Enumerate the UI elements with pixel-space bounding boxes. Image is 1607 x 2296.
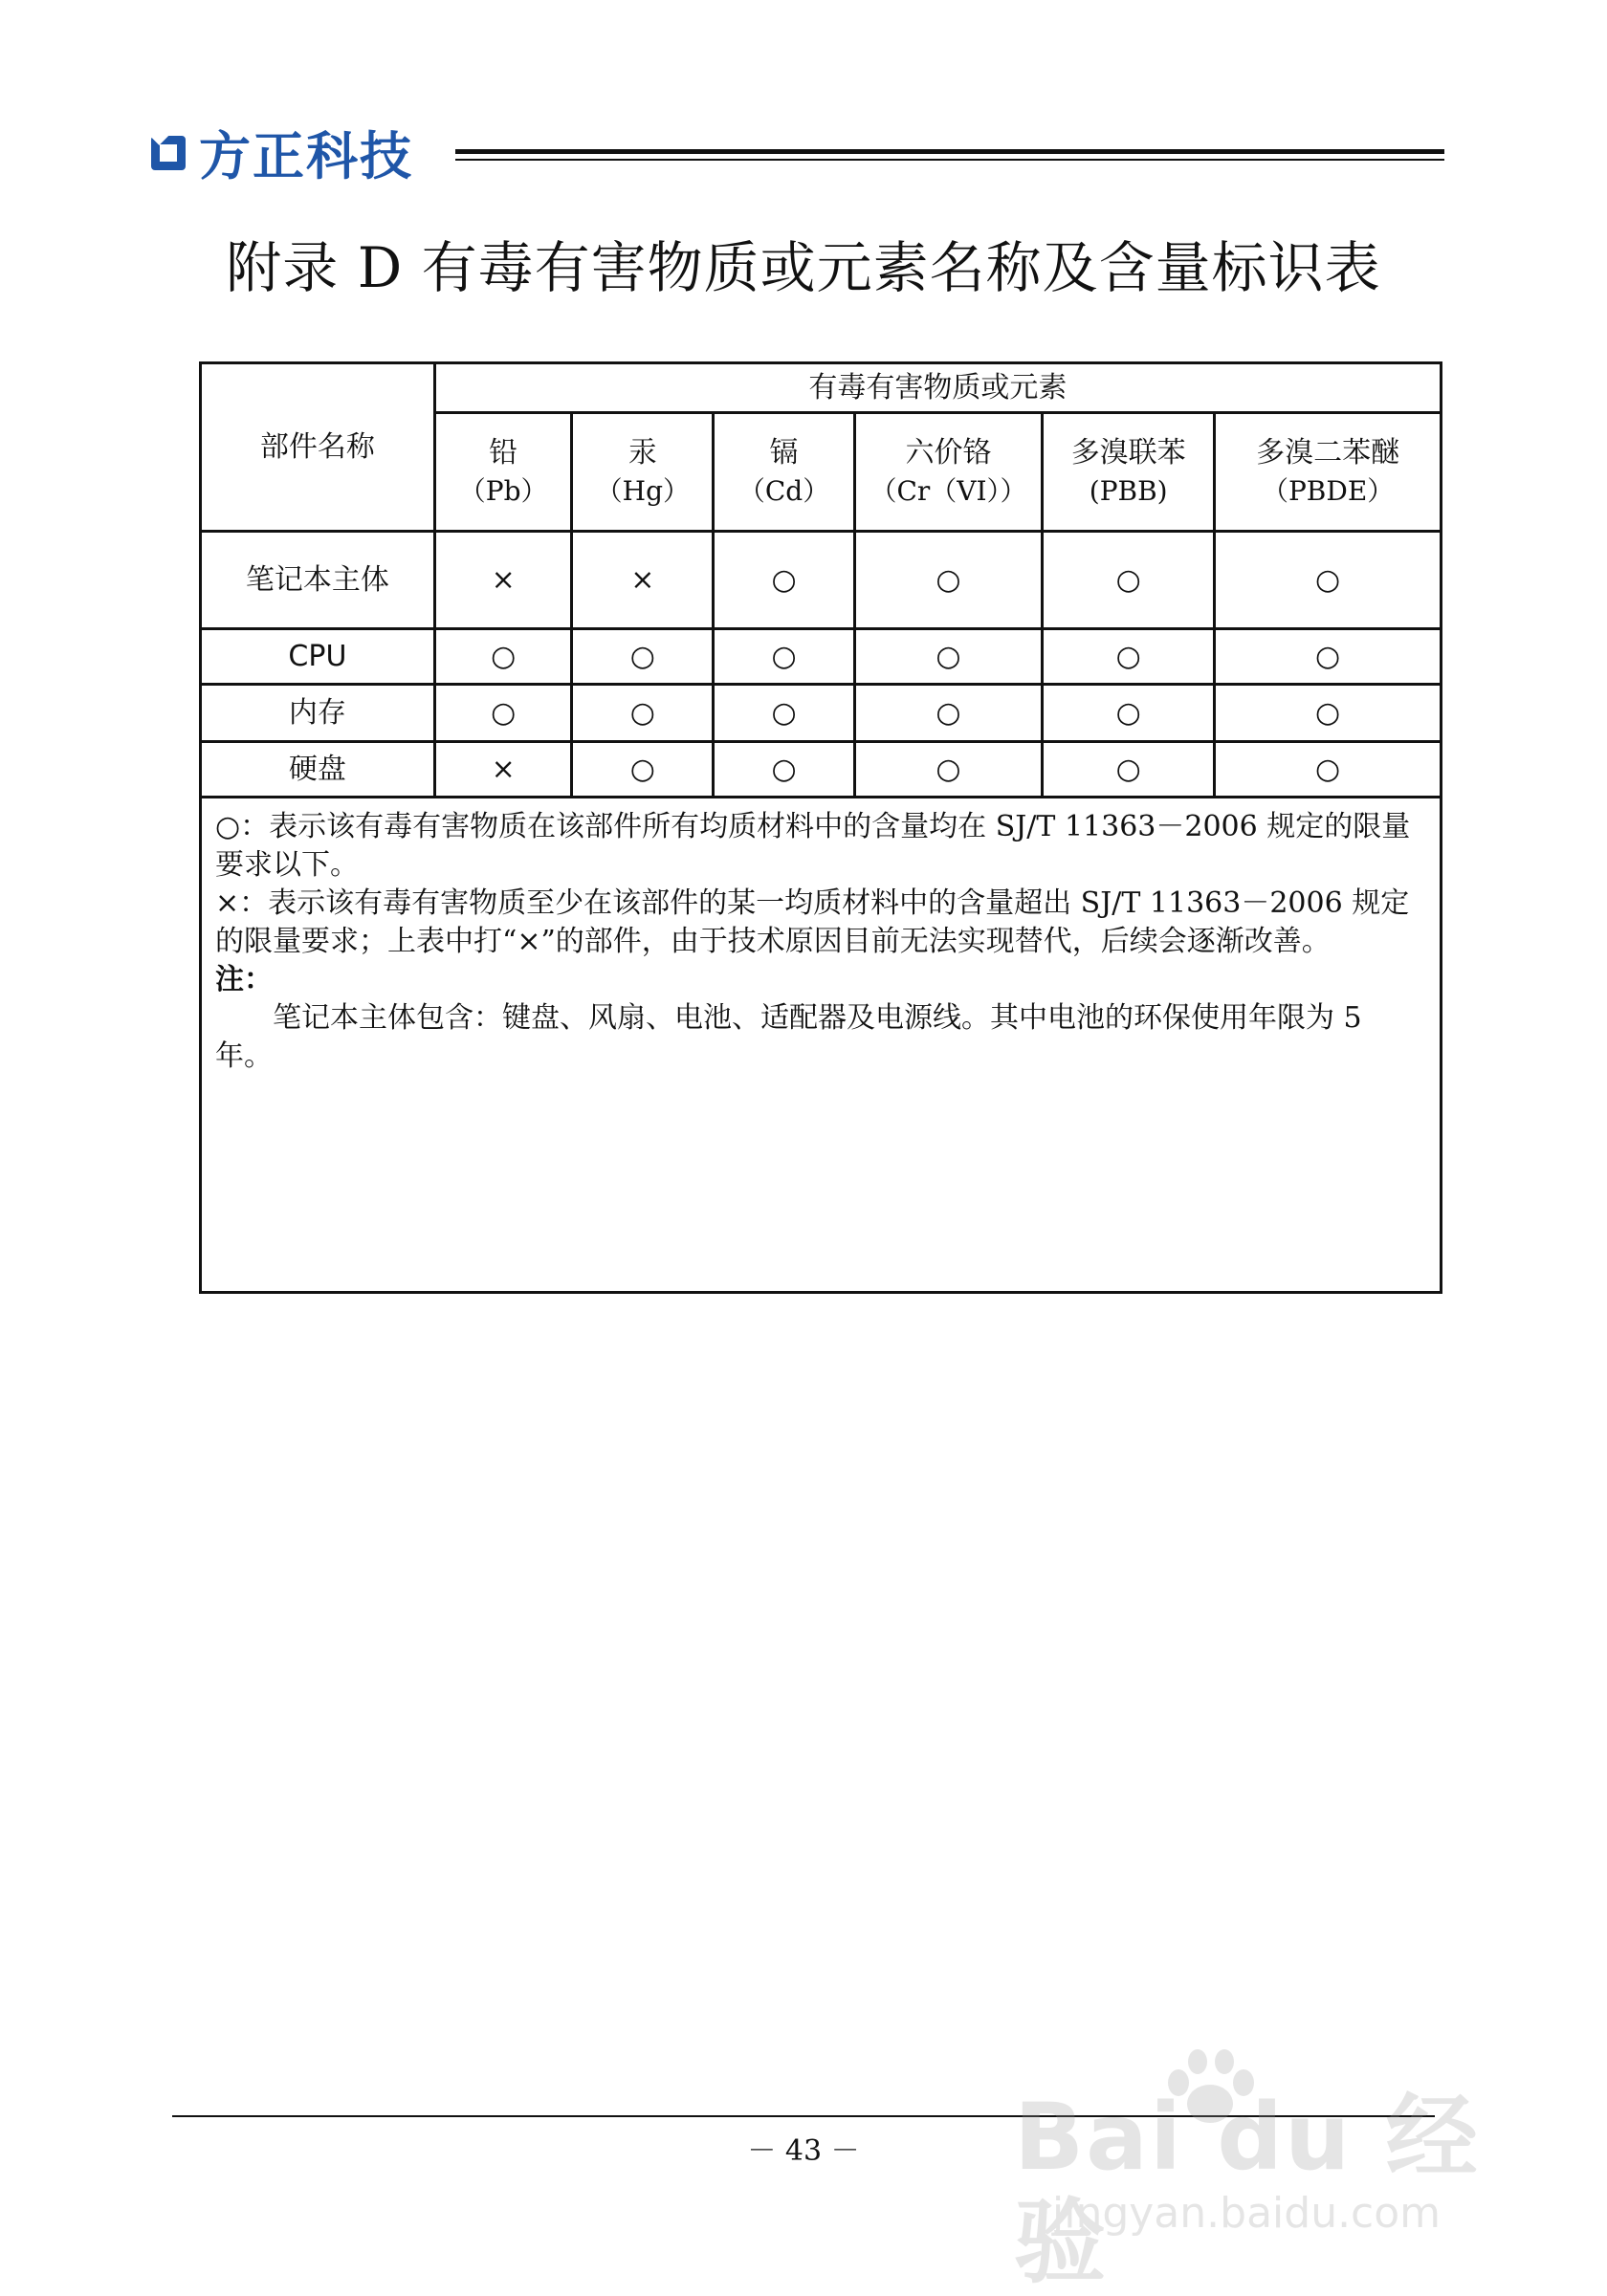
column-name: 汞: [627, 435, 657, 470]
column-symbol: （Cr（VI））: [870, 474, 1027, 507]
column-header-hg: [572, 413, 714, 532]
note-text: 笔记本主体包含：键盘、风扇、电池、适配器及电源线。其中电池的环保使用年限为 5 年。: [215, 1001, 1362, 1073]
part-name-header: 部件名称: [201, 363, 435, 532]
status-cell: ○: [1043, 532, 1215, 629]
column-name: 六价铬: [905, 435, 992, 470]
hazardous-substance-table: [199, 361, 1442, 1294]
column-name: 铅: [489, 435, 518, 470]
table-row: [201, 685, 1442, 742]
status-cell: ○: [854, 742, 1042, 798]
status-cell: ○: [1215, 685, 1442, 742]
column-symbol: （PBDE）: [1261, 474, 1395, 507]
part-name: 硬盘: [201, 742, 435, 798]
status-cell: ○: [854, 685, 1042, 742]
column-symbol: （Pb）: [458, 474, 548, 507]
page-title: 附录 D 有毒有害物质或元素名称及含量标识表: [226, 235, 1381, 300]
table-row: [201, 629, 1442, 685]
column-header-cr6: [854, 413, 1042, 532]
column-header-pbb: [1043, 413, 1215, 532]
status-cell: ○: [572, 685, 714, 742]
status-cell: ○: [714, 629, 855, 685]
status-cell: ○: [854, 532, 1042, 629]
column-header-pbde: [1215, 413, 1442, 532]
column-name: 多溴联苯: [1070, 435, 1186, 470]
substance-group-header: 有毒有害物质或元素: [434, 363, 1441, 413]
status-cell: ○: [714, 532, 855, 629]
status-cell: ○: [1215, 742, 1442, 798]
column-symbol: (PBB): [1089, 474, 1168, 507]
status-cell: ○: [572, 629, 714, 685]
status-cell: ×: [434, 742, 572, 798]
status-cell: ○: [1215, 629, 1442, 685]
status-cell: ×: [572, 532, 714, 629]
table-row: [201, 742, 1442, 798]
column-header-cd: [714, 413, 855, 532]
status-cell: ○: [1215, 532, 1442, 629]
page-number: － 43 －: [747, 2134, 860, 2168]
note-label: 注：: [215, 963, 273, 996]
table-row: [201, 532, 1442, 629]
status-cell: ○: [714, 685, 855, 742]
page-header: [143, 122, 1444, 189]
logo-text: 方正科技: [199, 126, 413, 186]
part-name: 内存: [201, 685, 435, 742]
watermark-url: jingyan.baidu.com: [1052, 2189, 1442, 2238]
status-cell: ○: [1043, 742, 1215, 798]
column-symbol: （Cd）: [737, 474, 830, 507]
status-cell: ○: [434, 629, 572, 685]
part-name: 笔记本主体: [201, 532, 435, 629]
column-symbol: （Hg）: [595, 474, 690, 507]
circle-legend-note: ○：表示该有毒有害物质在该部件所有均质材料中的含量均在 SJ/T 11363－2006 规定的限量要求以下。: [215, 810, 1411, 882]
column-name: 镉: [769, 435, 799, 470]
status-cell: ×: [434, 532, 572, 629]
header-rule-thin: [455, 159, 1444, 161]
table-notes: [201, 798, 1442, 1293]
status-cell: ○: [1043, 629, 1215, 685]
part-name: CPU: [201, 629, 435, 685]
watermark-brand: Bai du 经验: [1014, 2084, 1480, 2296]
status-cell: ○: [854, 629, 1042, 685]
status-cell: ○: [572, 742, 714, 798]
founder-logo-icon: [151, 136, 186, 170]
status-cell: ○: [714, 742, 855, 798]
column-name: 多溴二苯醚: [1256, 435, 1400, 470]
status-cell: ○: [434, 685, 572, 742]
cross-legend-note: ×：表示该有毒有害物质至少在该部件的某一均质材料中的含量超出 SJ/T 11363－2006 规定的限量要求；上表中打“×”的部件，由于技术原因目前无法实现替代，后续会逐渐改善。: [215, 886, 1410, 958]
status-cell: ○: [1043, 685, 1215, 742]
column-header-pb: [434, 413, 572, 532]
header-rule: [455, 149, 1444, 154]
baidu-watermark: [1014, 2046, 1530, 2296]
